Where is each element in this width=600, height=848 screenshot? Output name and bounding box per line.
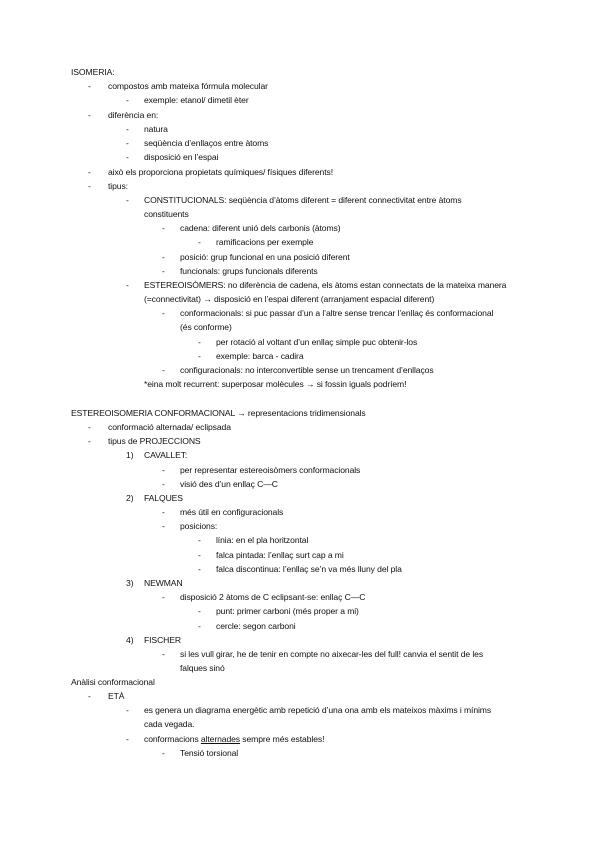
line-text: constituents [144,209,189,219]
text-line [144,493,183,504]
line-text: funcionals: grups funcionals diferents [180,266,318,276]
list-bullet: - [162,521,165,531]
text-line [108,167,333,178]
line-text: ESTEREOISÒMERS: no diferència de cadena, els àtoms estan connectats de la mateixa manera [144,280,507,290]
list-bullet: - [88,167,91,177]
list-bullet: - [126,124,129,134]
list-bullet: - [162,507,165,517]
list-bullet: - [88,691,91,701]
list-bullet: - [198,564,201,574]
line-text: més útil en configuracionals [180,507,284,517]
line-text: tipus de PROJECCIONS [108,436,201,446]
list-bullet: 3) [126,578,134,588]
text-line [144,450,187,461]
line-text: exemple: barca - cadira [216,351,304,361]
text-line [216,351,304,362]
line-text: CONSTITUCIONALS: seqüència d’àtoms diferent = diferent connectivitat entre àtoms [144,195,462,205]
list-bullet: - [126,152,129,162]
text-line [144,294,434,305]
line-text: línia: en el pla horitzontal [216,535,309,545]
list-bullet: 4) [126,635,134,645]
line-text: cada vegada. [144,719,195,729]
line-text: tipus: [108,181,128,191]
text-line [144,578,183,589]
text-line [216,606,359,617]
line-text: es genera un diagrama energètic amb repetició d’una ona amb els mateixos màxims i mínims [144,705,492,715]
text-line [180,507,283,518]
line-text: disposició 2 àtoms de C eclipsant-se: enllaç C—C [180,592,366,602]
line-text: CAVALLET: [144,450,188,460]
list-bullet: - [162,252,165,262]
line-text: cadena: diferent unió dels carbonis (àtoms) [180,223,341,233]
list-bullet: - [126,138,129,148]
text-line [180,479,278,490]
text-line [180,592,365,603]
line-text: FISCHER [144,635,182,645]
line-text: cercle: segon carboni [216,621,296,631]
text-line [180,465,360,476]
line-text: *eina molt recurrent: superposar molècules → si fossin iguals podríem! [144,379,407,389]
text-line [144,95,249,106]
text-line [144,379,406,390]
text-line [216,550,344,561]
text-line [144,705,491,716]
line-text: conformacions [144,734,201,744]
list-bullet: - [126,195,129,205]
line-text: FALQUES [144,493,183,503]
list-bullet: - [88,110,91,120]
list-bullet: - [198,337,201,347]
line-text: Tensió torsional [180,748,239,758]
line-text: ISOMERIA: [71,67,115,77]
text-line [108,110,158,121]
text-line [108,691,124,702]
text-line [108,81,268,92]
text-line [180,308,493,319]
line-text: punt: primer carboni (més proper a mi) [216,606,359,616]
text-line [216,337,417,348]
line-text-continued: sempre més estables! [240,734,325,744]
list-bullet: - [198,237,201,247]
line-text: (és conforme) [180,322,232,332]
line-text: Anàlisi conformacional [71,677,155,687]
list-bullet: - [126,95,129,105]
list-bullet: 1) [126,450,134,460]
text-line [144,195,462,206]
list-bullet: - [162,465,165,475]
line-text: natura [144,124,168,134]
text-line [71,677,155,688]
list-bullet: - [198,606,201,616]
list-bullet: - [198,351,201,361]
text-line [180,649,483,660]
list-bullet: 2) [126,493,134,503]
line-text: ramificacions per exemple [216,237,314,247]
list-bullet: - [162,365,165,375]
text-line [216,237,313,248]
line-text: compostos amb mateixa fórmula molecular [108,81,268,91]
text-line [180,365,434,376]
line-text: (=connectivitat) → disposició en l’espai diferent (arranjament espacial diferent) [144,294,435,304]
line-text: ETÀ [108,691,125,701]
line-text: falques sinó [180,663,225,673]
list-bullet: - [162,308,165,318]
line-text: posició: grup funcional en una posició diferent [180,252,350,262]
text-line [144,209,189,220]
list-bullet: - [162,592,165,602]
line-text: seqüència d’enllaços entre àtoms [144,138,269,148]
list-bullet: - [162,649,165,659]
list-bullet: - [88,436,91,446]
underlined-text: alternades [200,734,241,744]
text-line [180,266,318,277]
text-line [144,734,324,745]
list-bullet: - [126,705,129,715]
text-line [144,635,181,646]
line-text: conformació alternada/ eclipsada [108,422,231,432]
list-bullet: - [162,266,165,276]
list-bullet: - [198,550,201,560]
list-bullet: - [162,223,165,233]
line-text: exemple: etanol/ dimetil èter [144,95,249,105]
line-text: per representar estereoisòmers conformacionals [180,465,361,475]
list-bullet: - [162,748,165,758]
line-text: posicions: [180,521,218,531]
text-line [180,322,232,333]
text-line [216,564,402,575]
text-line [108,181,128,192]
text-line [144,124,168,135]
line-text: això els proporciona propietats químiques/ físiques diferents! [108,167,334,177]
line-text: falca discontinua: l’enllaç se’n va més lluny del pla [216,564,402,574]
text-line [144,152,218,163]
text-line [216,621,296,632]
text-line [144,280,506,291]
text-line [216,535,308,546]
line-text: ESTEREOISOMERIA CONFORMACIONAL → representacions tridimensionals [71,408,366,418]
line-text: diferència en: [108,110,159,120]
text-line [180,521,217,532]
line-text: disposició en l’espai [144,152,219,162]
line-text: falca pintada: l’enllaç surt cap a mi [216,550,344,560]
text-line [144,138,268,149]
line-text: per rotació al voltant d’un enllaç simple puc obtenir-los [216,337,418,347]
list-bullet: - [126,280,129,290]
text-line [180,748,238,759]
list-bullet: - [126,734,129,744]
text-line [108,436,201,447]
list-bullet: - [88,422,91,432]
list-bullet: - [88,81,91,91]
list-bullet: - [162,479,165,489]
line-text: NEWMAN [144,578,183,588]
text-line [180,252,350,263]
text-line [71,67,115,78]
list-bullet: - [88,181,91,191]
line-text: conformacionals: si puc passar d’un a l’altre sense trencar l’enllaç és conformacional [180,308,494,318]
text-line [180,223,341,234]
text-line [144,719,194,730]
line-text: configuracionals: no interconvertible sense un trencament d’enllaços [180,365,434,375]
list-bullet: - [198,535,201,545]
line-text: si les vull girar, he de tenir en compte no aixecar-les del full! canvia el sentit de les [180,649,484,659]
text-line [108,422,231,433]
text-line [71,408,366,419]
line-text: visió des d’un enllaç C—C [180,479,278,489]
text-line [180,663,225,674]
list-bullet: - [198,621,201,631]
